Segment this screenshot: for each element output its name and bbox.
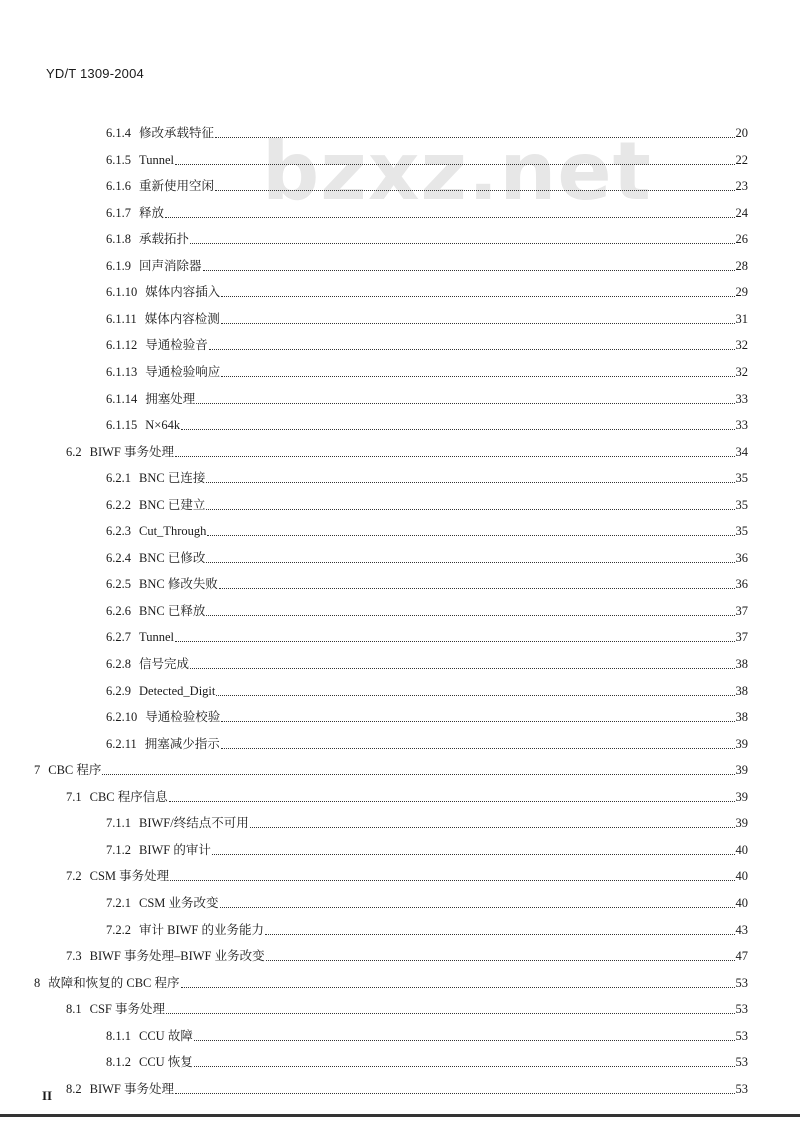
dot-leader [166, 1013, 735, 1014]
dot-leader [196, 403, 734, 404]
dot-leader [221, 376, 734, 377]
toc-entry-number: 6.1.12 [106, 338, 138, 353]
toc-entry[interactable] [106, 310, 748, 328]
toc-entry-page: 23 [735, 179, 748, 194]
toc-entry-title: 媒体内容插入 [145, 285, 221, 300]
toc-entry[interactable] [106, 230, 748, 248]
toc-entry[interactable] [66, 443, 748, 461]
toc-entry[interactable] [106, 735, 748, 753]
toc-entry-number: 8.1 [66, 1002, 82, 1017]
toc-entry-title: 导通检验音 [145, 338, 208, 353]
toc-entry-page: 36 [735, 577, 748, 592]
dot-leader [181, 987, 735, 988]
toc-entry-page: 37 [735, 603, 748, 618]
toc-entry-title: CBC 程序信息 [89, 789, 168, 804]
toc-entry-page: 35 [735, 524, 748, 539]
toc-entry-page: 47 [735, 949, 748, 964]
toc-entry-page: 35 [735, 497, 748, 512]
toc-entry[interactable] [106, 416, 748, 434]
toc-entry-title: 审计 BIWF 的业务能力 [139, 922, 265, 937]
page-number: II [42, 1088, 53, 1103]
toc-entry[interactable] [106, 177, 748, 195]
toc-entry[interactable] [106, 549, 748, 567]
dot-leader [212, 854, 735, 855]
dot-leader [209, 349, 735, 350]
toc-entry-number: 7.2.2 [106, 922, 131, 937]
toc-entry-number: 6.1.13 [106, 364, 138, 379]
toc-entry-number: 8.1.2 [106, 1055, 131, 1070]
dot-leader [181, 429, 734, 430]
toc-entry[interactable] [66, 1000, 748, 1018]
dot-leader [169, 801, 735, 802]
toc-entry[interactable] [106, 390, 748, 408]
toc-entry[interactable] [106, 336, 748, 354]
toc-entry-number: 7.1 [66, 789, 82, 804]
toc-entry-page: 36 [735, 550, 748, 565]
dot-leader [250, 827, 735, 828]
toc-entry-number: 6.2.4 [106, 550, 131, 565]
toc-entry[interactable] [106, 257, 748, 275]
toc-entry-page: 43 [735, 922, 748, 937]
toc-entry-number: 6.2.3 [106, 524, 131, 539]
toc-entry[interactable] [106, 682, 748, 700]
toc-entry[interactable] [106, 496, 748, 514]
toc-entry-number: 6.2.6 [106, 603, 131, 618]
toc-entry-number: 6.1.15 [106, 418, 138, 433]
toc-entry-page: 20 [735, 126, 748, 140]
toc-entry[interactable] [106, 602, 748, 620]
toc-entry-page: 26 [735, 232, 748, 247]
toc-entry-page: 38 [735, 710, 748, 725]
toc-entry-page: 53 [735, 975, 748, 990]
toc-entry-number: 7.3 [66, 949, 82, 964]
dot-leader [221, 323, 735, 324]
toc-entry-number: 7.1.1 [106, 816, 131, 831]
dot-leader [194, 1040, 735, 1041]
toc-entry-title: 拥塞减少指示 [144, 736, 220, 751]
toc-entry-title: 导通检验校验 [145, 710, 221, 725]
toc-entry[interactable] [106, 363, 748, 381]
toc-entry-title: BIWF/终结点不可用 [139, 816, 249, 831]
toc-entry-title: CCU 故障 [139, 1028, 193, 1043]
toc-entry[interactable] [106, 921, 748, 939]
toc-entry[interactable] [106, 1027, 748, 1045]
dot-leader [206, 482, 734, 483]
toc-entry-title: BIWF 的审计 [139, 842, 211, 857]
toc-entry-page: 33 [735, 418, 748, 433]
toc-entry-number: 7 [34, 763, 41, 778]
toc-entry[interactable] [106, 841, 748, 859]
toc-entry-title: CSM 事务处理 [89, 869, 170, 884]
toc-entry-title: 导通检验响应 [145, 364, 221, 379]
toc-entry-page: 40 [735, 842, 748, 857]
toc-entry-title: BNC 已建立 [139, 497, 206, 512]
toc-entry-page: 40 [735, 869, 748, 884]
toc-entry-title: 故障和恢复的 CBC 程序 [48, 975, 180, 990]
dot-leader [102, 774, 734, 775]
toc-entry-page: 24 [735, 205, 748, 220]
toc-entry-title: CSF 事务处理 [89, 1002, 165, 1017]
toc-entry[interactable] [106, 204, 748, 222]
toc-entry-page: 35 [735, 471, 748, 486]
toc-entry-title: 重新使用空闲 [139, 179, 215, 194]
toc-entry-number: 6.1.11 [106, 311, 137, 326]
toc-entry-number: 6.2 [66, 444, 82, 459]
toc-entry[interactable] [106, 814, 748, 832]
toc-entry-title: N×64k [145, 418, 181, 433]
dot-leader [215, 137, 734, 138]
toc-entry-number: 8 [34, 975, 41, 990]
toc-entry-number: 6.1.5 [106, 152, 131, 167]
toc-entry[interactable] [34, 974, 748, 992]
document-id-header: YD/T 1309-2004 [46, 66, 144, 81]
toc-entry[interactable] [66, 947, 748, 965]
toc-entry[interactable] [34, 761, 748, 779]
toc-entry-number: 6.2.7 [106, 630, 131, 645]
toc-entry-title: CCU 恢复 [139, 1055, 193, 1070]
dot-leader [203, 270, 735, 271]
toc-entry-number: 6.2.2 [106, 497, 131, 512]
toc-entry[interactable] [106, 151, 748, 169]
toc-entry-number: 6.2.9 [106, 683, 131, 698]
toc-entry-title: 媒体内容检测 [144, 311, 220, 326]
toc-entry-page: 29 [735, 285, 748, 300]
toc-entry-page: 39 [735, 816, 748, 831]
toc-entry[interactable] [66, 867, 748, 885]
toc-entry-title: BNC 已连接 [139, 471, 206, 486]
toc-entry-title: Tunnel [139, 152, 174, 167]
toc-entry-page: 33 [735, 391, 748, 406]
toc-entry-title: CSM 业务改变 [139, 895, 219, 910]
toc-entry-page: 37 [735, 630, 748, 645]
dot-leader [206, 562, 734, 563]
toc-entry-number: 7.2.1 [106, 895, 131, 910]
dot-leader [207, 535, 734, 536]
toc-entry-number: 6.1.7 [106, 205, 131, 220]
toc-entry-title: BIWF 事务处理–BIWF 业务改变 [89, 949, 265, 964]
dot-leader [175, 164, 735, 165]
toc-entry[interactable] [106, 124, 748, 142]
dot-leader [219, 588, 735, 589]
toc-entry-page: 39 [735, 763, 748, 778]
toc-entry-page: 53 [735, 1002, 748, 1017]
toc-entry-number: 6.2.8 [106, 657, 131, 671]
toc-entry-title: BIWF 事务处理 [89, 1081, 175, 1096]
toc-entry[interactable] [66, 788, 748, 806]
dot-leader [175, 1093, 734, 1094]
toc-entry-number: 6.2.1 [106, 471, 131, 486]
toc-entry[interactable] [106, 283, 748, 301]
watermark: bzxz.net [262, 125, 652, 218]
dot-leader [221, 721, 734, 722]
toc-entry-title: BNC 已修改 [139, 550, 206, 565]
toc-entry-page: 39 [735, 736, 748, 751]
toc-entry-page: 38 [735, 657, 748, 671]
toc-entry-page: 53 [735, 1028, 748, 1043]
toc-entry-number: 6.1.10 [106, 285, 138, 300]
toc-entry-page: 31 [735, 311, 748, 326]
toc-entry-title: 修改承载特征 [139, 126, 215, 140]
toc-entry-number: 6.2.5 [106, 577, 131, 592]
toc-entry[interactable] [106, 628, 748, 646]
dot-leader [170, 880, 734, 881]
dot-leader [175, 456, 734, 457]
dot-leader [216, 695, 734, 696]
toc-entry[interactable] [106, 575, 748, 593]
toc-entry-title: 承载拓扑 [139, 232, 190, 247]
toc-entry-page: 53 [735, 1055, 748, 1070]
toc-entry-page: 22 [735, 152, 748, 167]
dot-leader [165, 217, 734, 218]
toc-entry-title: 信号完成 [139, 657, 190, 671]
toc-entry-number: 7.2 [66, 869, 82, 884]
toc-entry[interactable] [106, 708, 748, 726]
toc-entry[interactable] [106, 894, 748, 912]
toc-entry-page: 53 [735, 1081, 748, 1096]
toc-entry-number: 6.1.8 [106, 232, 131, 247]
dot-leader [220, 907, 735, 908]
dot-leader [190, 243, 734, 244]
toc-entry-number: 8.2 [66, 1081, 82, 1096]
toc-entry-title: 释放 [139, 205, 165, 220]
toc-entry-number: 7.1.2 [106, 842, 131, 857]
dot-leader [265, 934, 734, 935]
toc-entry[interactable] [106, 469, 748, 487]
toc-entry-title: Cut_Through [139, 524, 207, 539]
dot-leader [266, 960, 735, 961]
dot-leader [206, 509, 734, 510]
dot-leader [190, 668, 734, 669]
toc-entry-page: 28 [735, 258, 748, 273]
toc-entry-title: BIWF 事务处理 [89, 444, 175, 459]
toc-entry-number: 8.1.1 [106, 1028, 131, 1043]
dot-leader [206, 615, 734, 616]
toc-entry[interactable] [106, 522, 748, 540]
toc-entry[interactable] [106, 655, 748, 673]
toc-entry-number: 6.1.9 [106, 258, 131, 273]
toc-entry[interactable] [66, 1080, 748, 1098]
toc-entry-page: 34 [735, 444, 748, 459]
bottom-rule [0, 1114, 800, 1117]
toc-entry-title: 回声消除器 [139, 258, 202, 273]
toc-entry-title: Tunnel [139, 630, 174, 645]
toc-entry-title: CBC 程序 [48, 763, 102, 778]
dot-leader [175, 641, 735, 642]
toc-entry-number: 6.2.10 [106, 710, 138, 725]
toc-entry[interactable] [106, 1053, 748, 1071]
dot-leader [215, 190, 734, 191]
toc-entry-page: 32 [735, 364, 748, 379]
dot-leader [221, 748, 735, 749]
toc-entry-number: 6.1.14 [106, 391, 138, 406]
toc-entry-title: 拥塞处理 [145, 391, 196, 406]
toc-entry-page: 39 [735, 789, 748, 804]
toc-entry-number: 6.1.4 [106, 126, 131, 140]
dot-leader [194, 1066, 735, 1067]
toc-entry-title: Detected_Digit [139, 683, 216, 698]
toc-entry-page: 38 [735, 683, 748, 698]
toc-entry-title: BNC 修改失败 [139, 577, 218, 592]
dot-leader [221, 296, 734, 297]
toc-entry-number: 6.1.6 [106, 179, 131, 194]
toc-entry-title: BNC 已释放 [139, 603, 206, 618]
toc-entry-page: 32 [735, 338, 748, 353]
toc-entry-page: 40 [735, 895, 748, 910]
toc-entry-number: 6.2.11 [106, 736, 137, 751]
